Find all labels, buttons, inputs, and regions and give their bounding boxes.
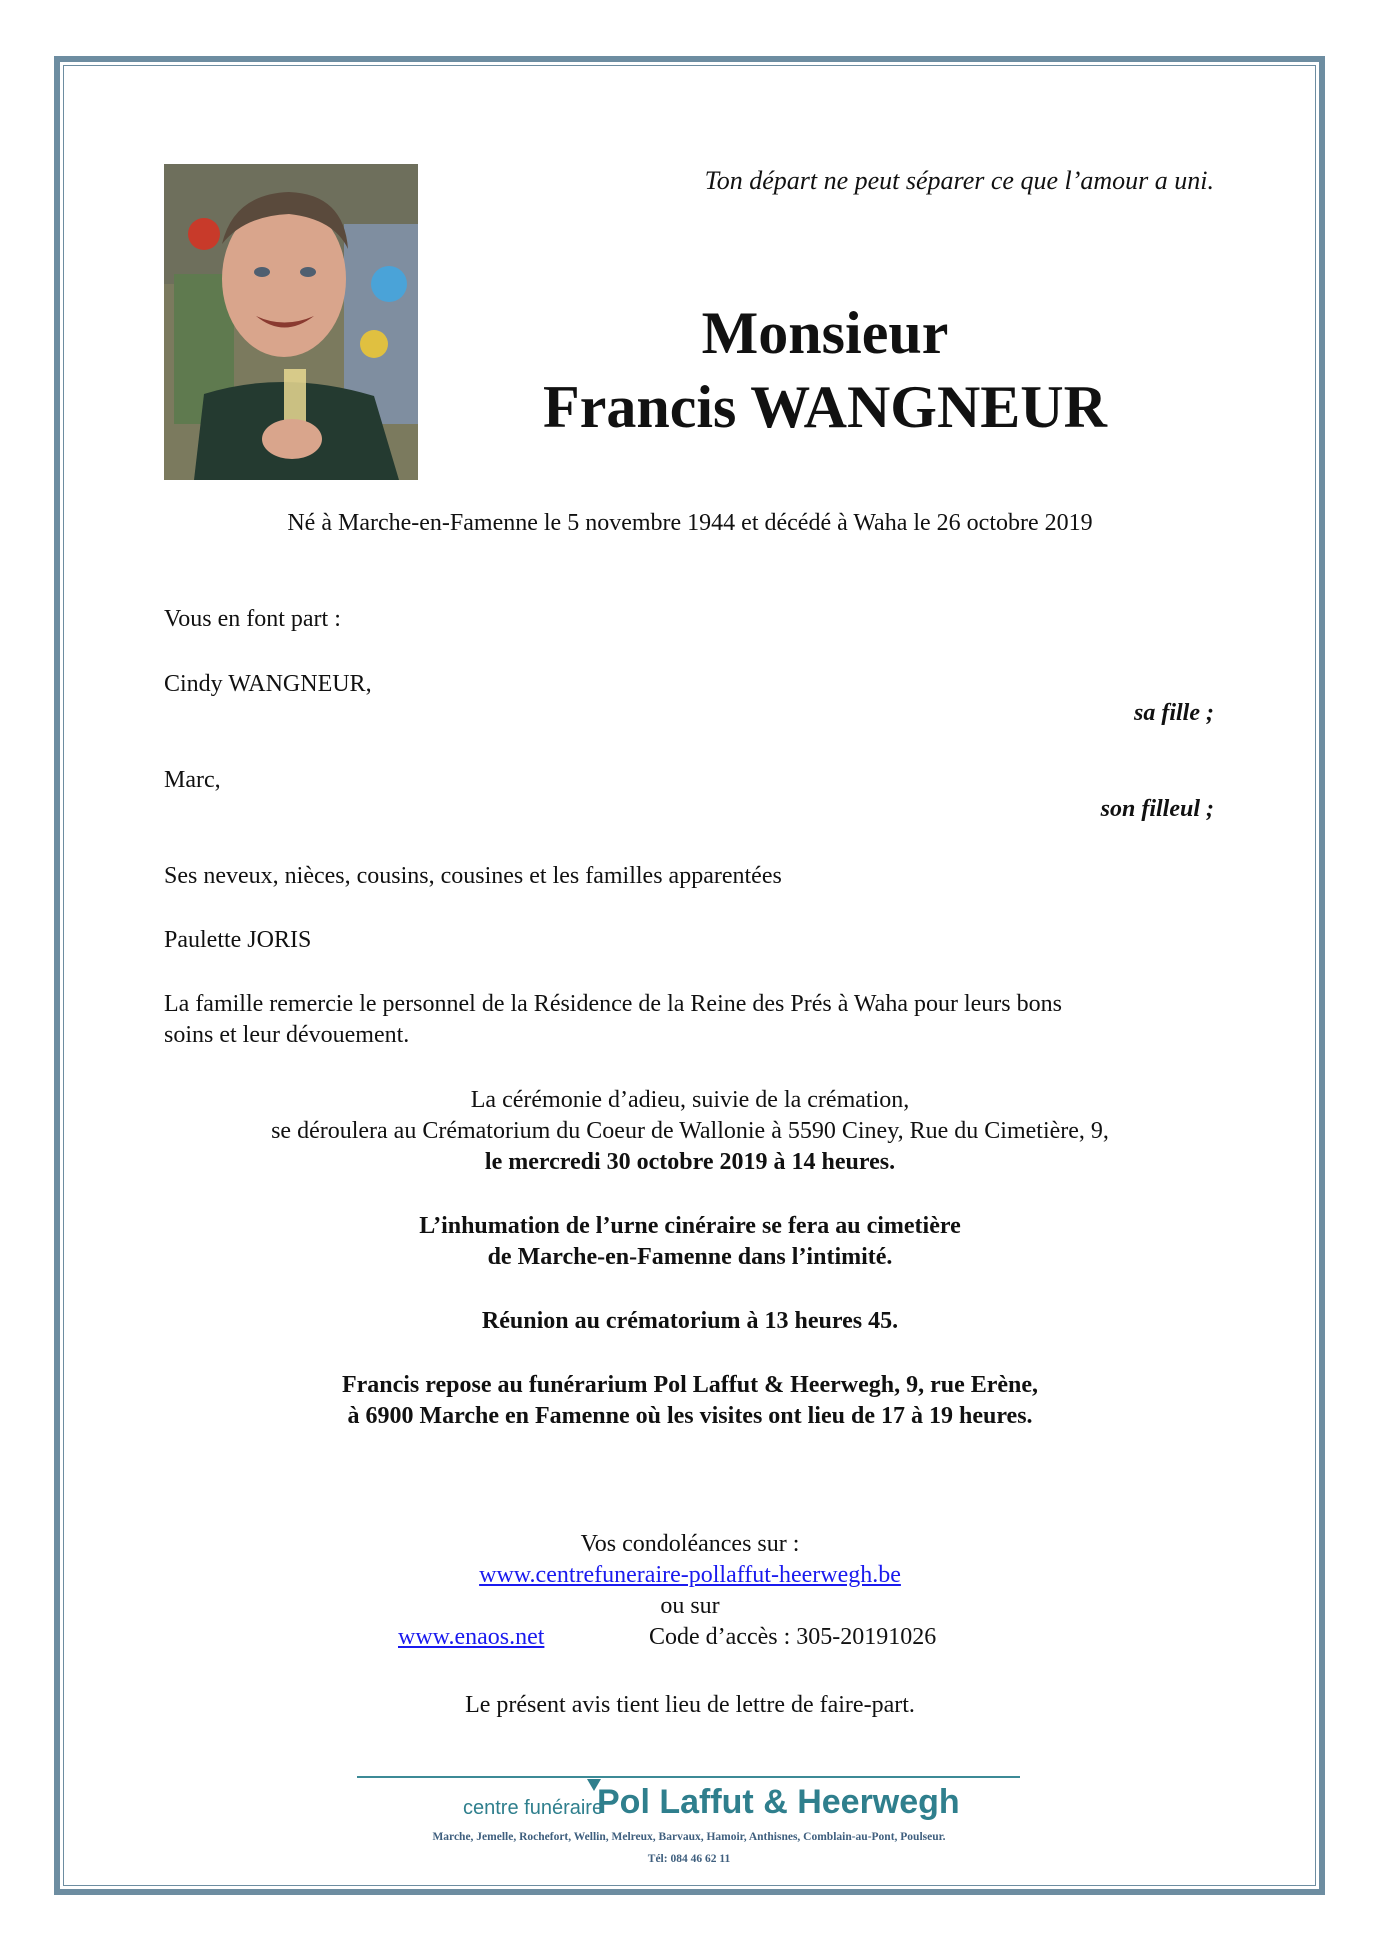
- family-member-relation: sa fille ;: [1134, 700, 1214, 726]
- condolences-or: ou sur: [660, 1593, 720, 1619]
- notice-line: Le présent avis tient lieu de lettre de faire-part.: [465, 1692, 915, 1718]
- enaos-link-row: [398, 1622, 544, 1653]
- family-member-name: Cindy WANGNEUR,: [164, 671, 372, 697]
- deceased-name-heading: Francis WANGNEUR: [543, 374, 1107, 440]
- access-code: Code d’accès : 305-20191026: [649, 1624, 937, 1650]
- inhumation-line: L’inhumation de l’urne cinéraire se fera au cimetière: [419, 1213, 961, 1239]
- announcement-intro: Vous en font part :: [164, 606, 341, 632]
- enaos-link[interactable]: www.enaos.net: [398, 1624, 545, 1650]
- family-member-name: Marc,: [164, 767, 221, 793]
- other-mourner: Paulette JORIS: [164, 927, 312, 953]
- ceremony-date: le mercredi 30 octobre 2019 à 14 heures.: [484, 1149, 896, 1175]
- funeral-center-link[interactable]: www.centrefuneraire-pollaffut-heerwegh.be: [479, 1562, 901, 1588]
- thanks-line: soins et leur dévouement.: [164, 1022, 410, 1048]
- logo-subtitle: centre funéraire: [463, 1797, 604, 1819]
- epitaph-quote: Ton départ ne peut séparer ce que l’amour a uni.: [704, 166, 1214, 195]
- funerarium-line: Francis repose au funérarium Pol Laffut & Heerwegh, 9, rue Erène,: [341, 1372, 1039, 1398]
- condolences-label: Vos condoléances sur :: [580, 1531, 800, 1557]
- condolences-link-row: [120, 1560, 1260, 1591]
- logo-phone: Tél: 084 46 62 11: [647, 1853, 731, 1865]
- logo-towns: Marche, Jemelle, Rochefort, Wellin, Melreux, Barvaux, Hamoir, Anthisnes, Comblain-au-Pont, Poulseur.: [432, 1831, 946, 1843]
- ceremony-line: La cérémonie d’adieu, suivie de la crémation,: [470, 1087, 910, 1113]
- logo-brand: Pol Laffut & Heerwegh: [597, 1783, 960, 1821]
- ceremony-line: se déroulera au Crématorium du Coeur de Wallonie à 5590 Ciney, Rue du Cimetière, 9,: [271, 1118, 1109, 1144]
- birth-death-line: Né à Marche-en-Famenne le 5 novembre 1944 et décédé à Waha le 26 octobre 2019: [287, 510, 1093, 536]
- meeting-line: Réunion au crématorium à 13 heures 45.: [481, 1308, 899, 1334]
- family-member-relation: son filleul ;: [1100, 796, 1214, 822]
- honorific-heading: Monsieur: [701, 300, 949, 366]
- relatives-line: Ses neveux, nièces, cousins, cousines et les familles apparentées: [164, 863, 782, 889]
- logo-rule: [357, 1776, 1020, 1778]
- thanks-line: La famille remercie le personnel de la Résidence de la Reine des Prés à Waha pour leurs bons: [164, 991, 1062, 1017]
- inhumation-line: de Marche-en-Famenne dans l’intimité.: [487, 1244, 893, 1270]
- portrait-photo: [164, 164, 418, 480]
- funerarium-line: à 6900 Marche en Famenne où les visites ont lieu de 17 à 19 heures.: [347, 1403, 1033, 1429]
